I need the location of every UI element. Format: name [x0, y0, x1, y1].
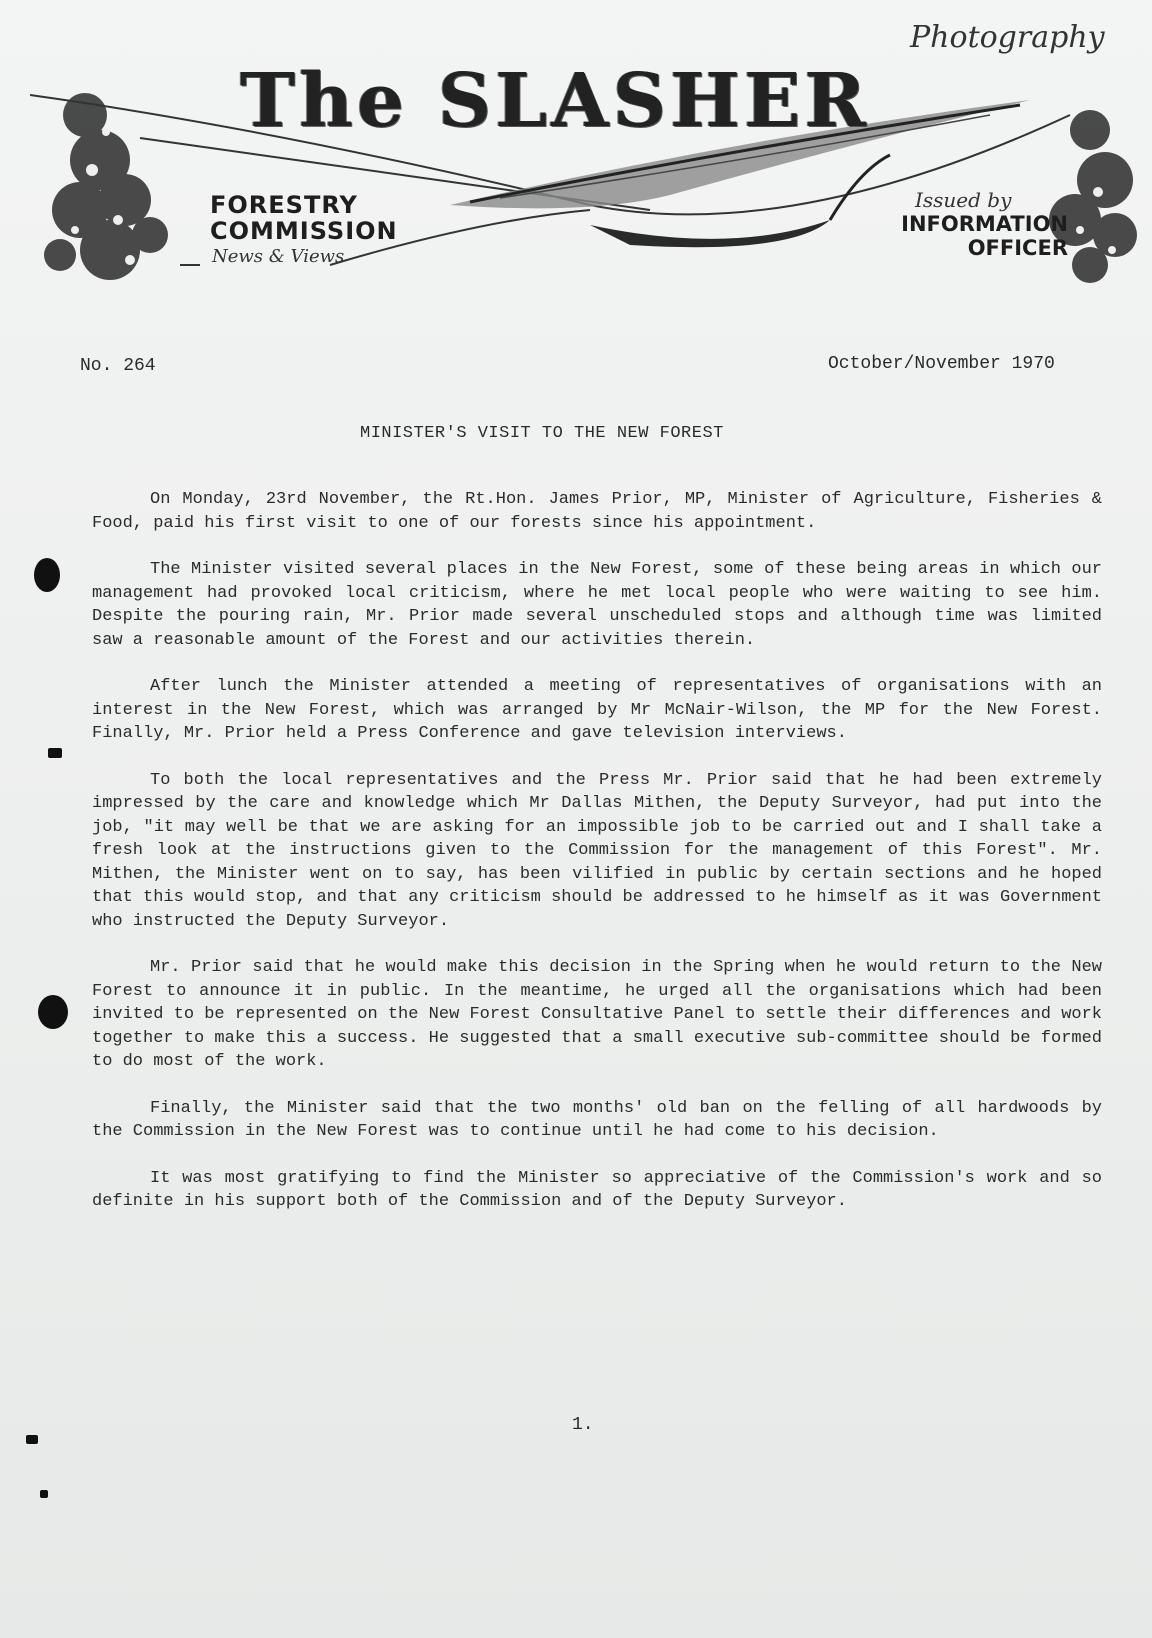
information-officer-label: [888, 212, 1068, 268]
issued-by-note: Issued by: [915, 188, 1012, 212]
paragraph: After lunch the Minister attended a meeting of representatives of organisations with an interest in the New Forest, which was arranged by Mr McNair-Wilson, the MP for the New Forest. Finally, Mr. Prior held a Press Conference and gave television interviews.: [92, 677, 1102, 743]
paragraph: It was most gratifying to find the Minister so appreciative of the Commission's work and so definite in his support both of the Commission and of the Deputy Surveyor.: [92, 1168, 1102, 1211]
paragraph: Mr. Prior said that he would make this decision in the Spring when he would return to the New Forest to announce it in public. In the meantime, he urged all the organisations which had been invited to be represented on the New Forest Consultative Panel to settle their differences and work together to make this a success. He suggested that a small executive sub-committee should be formed to do most of the work.: [92, 958, 1102, 1071]
masthead-title: The SLASHER: [240, 58, 870, 144]
paragraph: Finally, the Minister said that the two months' old ban on the felling of all hardwoods by the Commission in the New Forest was to continue until he had come to his decision.: [92, 1098, 1102, 1141]
paragraph: On Monday, 23rd November, the Rt.Hon. James Prior, MP, Minister of Agriculture, Fisheries & Food, paid his first visit to one of our forests since his appointment.: [92, 490, 1102, 533]
news-views-label: News & Views: [212, 246, 345, 267]
punch-hole: [34, 558, 60, 592]
io-line-1: INFORMATION: [901, 212, 1068, 236]
scan-mark: [26, 1435, 38, 1444]
scan-mark: [48, 748, 62, 758]
masthead: [30, 20, 1140, 310]
issue-date: October/November 1970: [828, 354, 1055, 374]
punch-hole: [38, 995, 68, 1029]
handwritten-note: Photography: [910, 20, 1105, 55]
article-headline: MINISTER'S VISIT TO THE NEW FOREST: [360, 424, 724, 443]
fc-line-2: COMMISSION: [210, 217, 398, 245]
io-line-2: OFFICER: [967, 236, 1068, 260]
fc-line-1: FORESTRY: [210, 191, 358, 219]
paragraph: To both the local representatives and the Press Mr. Prior said that he had been extremely impressed by the care and knowledge which Mr Dallas Mithen, the Deputy Surveyor, had put into the job, "it may well be that we are asking for an impossible job to be carried out and I shall take a fresh look at the instructions given to the Commission for the management of this Forest". Mr. Mithen, the Minister went on to say, has been vilified in public by certain sections and he hoped that this would stop, and that any criticism should be addressed to he himself as it was Government who instructed the Deputy Surveyor.: [92, 770, 1102, 931]
issue-number: No. 264: [80, 356, 156, 376]
paragraph: The Minister visited several places in the New Forest, some of these being areas in which our management had provoked local criticism, where he met local people who were waiting to see him. Despite the pouring rain, Mr. Prior made several unscheduled stops and although time was limited saw a reasonable amount of the Forest and our activities therein.: [92, 560, 1102, 650]
article-body: [92, 488, 1102, 1237]
page-number: 1.: [572, 1415, 594, 1435]
scan-mark: [40, 1490, 48, 1498]
